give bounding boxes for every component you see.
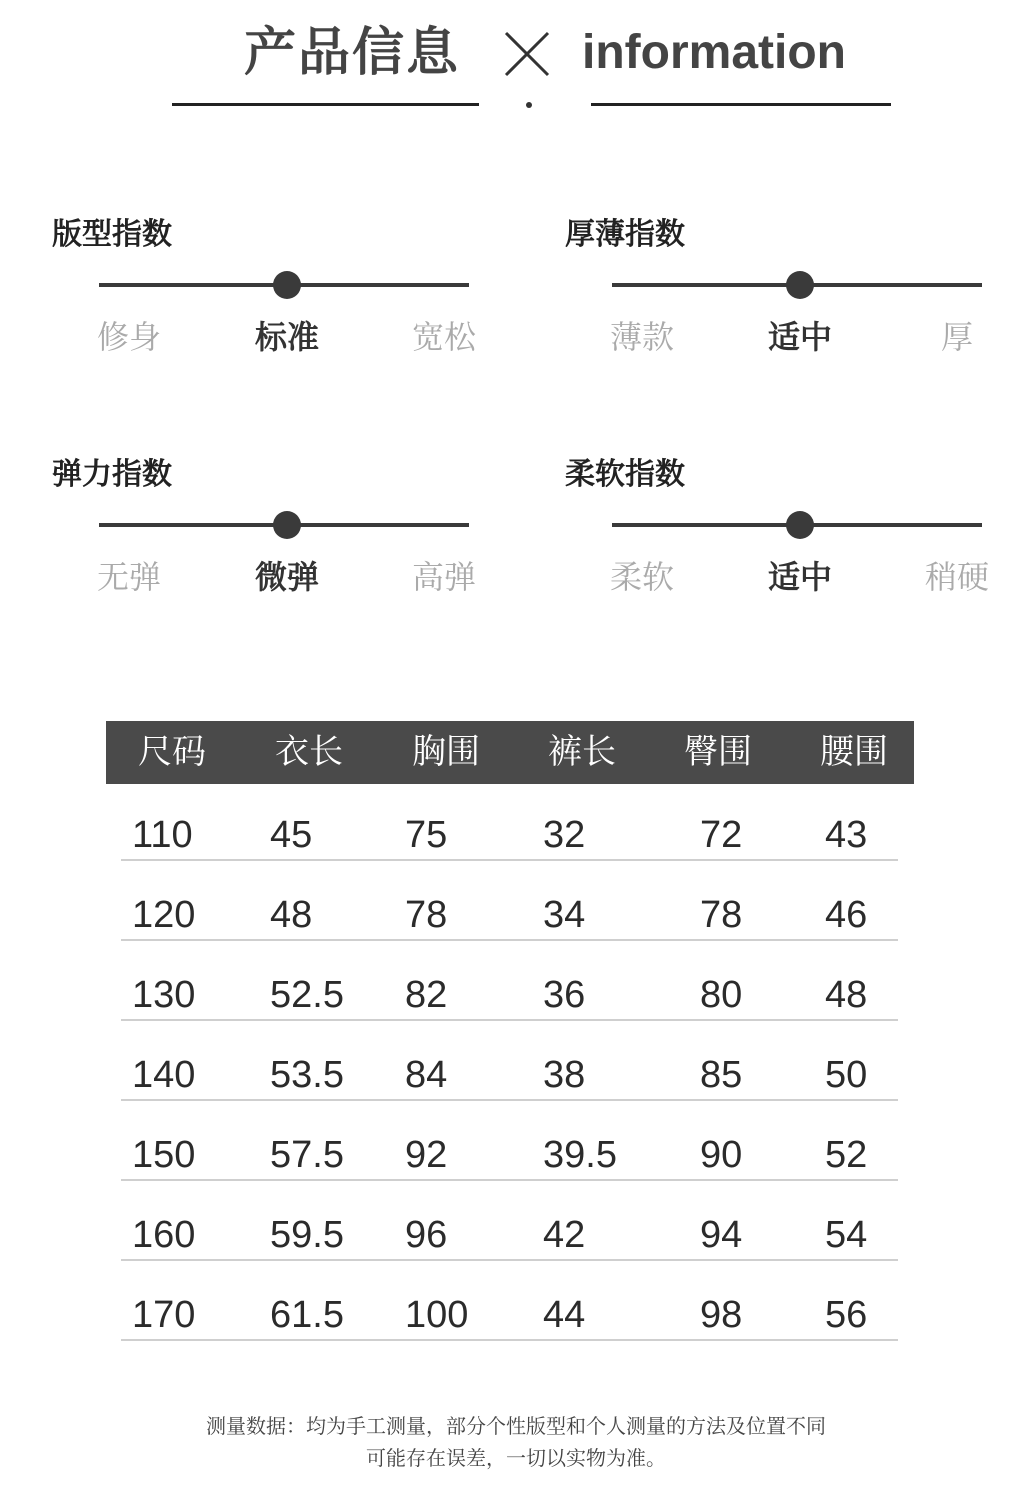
- cell-hip: 72: [700, 814, 743, 856]
- cell-chest: 96: [405, 1214, 448, 1256]
- cell-size: 120: [132, 894, 196, 936]
- cell-top-length: 52.5: [270, 974, 344, 1016]
- row-divider: [121, 1339, 898, 1341]
- cell-chest: 100: [405, 1294, 469, 1336]
- thickness-index-option: 薄款: [609, 318, 675, 356]
- cell-chest: 78: [405, 894, 448, 936]
- table-row: [0, 1195, 1032, 1275]
- header-title-cn: 产品信息: [244, 23, 461, 83]
- cell-size: 170: [132, 1294, 196, 1336]
- measurement-note-line2: 可能存在误差，一切以实物为准。: [366, 1446, 666, 1470]
- row-divider: [121, 859, 898, 861]
- thickness-index-title: 厚薄指数: [565, 217, 685, 252]
- cell-pants-length: 32: [543, 814, 586, 856]
- fit-index-option: 标准: [254, 318, 320, 356]
- cell-size: 130: [132, 974, 196, 1016]
- cell-chest: 82: [405, 974, 448, 1016]
- cell-waist: 56: [825, 1294, 868, 1336]
- fit-index-title: 版型指数: [52, 217, 172, 252]
- table-row: [0, 1275, 1032, 1355]
- cell-pants-length: 38: [543, 1054, 586, 1096]
- table-row: [0, 1115, 1032, 1195]
- row-divider: [121, 939, 898, 941]
- header-dot: [526, 102, 532, 108]
- column-header-pants-length: 裤长: [548, 732, 616, 772]
- cell-waist: 46: [825, 894, 868, 936]
- elasticity-index-option: 微弹: [254, 558, 320, 596]
- row-divider: [121, 1179, 898, 1181]
- fit-index-option: 宽松: [411, 318, 477, 356]
- thickness-index-knob: [786, 271, 814, 299]
- cell-top-length: 57.5: [270, 1134, 344, 1176]
- thickness-index: [565, 215, 1005, 375]
- table-row: [0, 795, 1032, 875]
- cell-size: 150: [132, 1134, 196, 1176]
- softness-index-title: 柔软指数: [565, 457, 685, 492]
- cell-size: 110: [132, 814, 193, 856]
- thickness-index-option: 厚: [940, 318, 974, 356]
- cell-top-length: 48: [270, 894, 313, 936]
- row-divider: [121, 1099, 898, 1101]
- elasticity-index-option: 无弹: [96, 558, 162, 596]
- cell-hip: 98: [700, 1294, 743, 1336]
- size-table-header: [106, 721, 914, 784]
- cell-waist: 54: [825, 1214, 868, 1256]
- softness-index-track: [612, 523, 982, 527]
- elasticity-index: [52, 455, 492, 615]
- cell-chest: 75: [405, 814, 448, 856]
- cell-hip: 78: [700, 894, 743, 936]
- cell-waist: 43: [825, 814, 868, 856]
- cell-pants-length: 44: [543, 1294, 586, 1336]
- cell-pants-length: 39.5: [543, 1134, 617, 1176]
- cell-top-length: 45: [270, 814, 313, 856]
- cell-hip: 94: [700, 1214, 743, 1256]
- measurement-note-line1: 测量数据：均为手工测量，部分个性版型和个人测量的方法及位置不同: [206, 1414, 826, 1438]
- header-title-en: information: [582, 26, 846, 79]
- fit-index: [52, 215, 492, 375]
- cell-chest: 92: [405, 1134, 448, 1176]
- cell-hip: 85: [700, 1054, 743, 1096]
- thickness-index-track: [612, 283, 982, 287]
- cell-pants-length: 34: [543, 894, 586, 936]
- elasticity-index-title: 弹力指数: [52, 457, 172, 492]
- cell-hip: 80: [700, 974, 743, 1016]
- column-header-waist: 腰围: [820, 732, 888, 772]
- column-header-size: 尺码: [138, 732, 206, 772]
- cell-pants-length: 36: [543, 974, 586, 1016]
- elasticity-index-knob: [273, 511, 301, 539]
- cell-size: 160: [132, 1214, 196, 1256]
- fit-index-option: 修身: [96, 318, 162, 356]
- elasticity-index-track: [99, 523, 469, 527]
- softness-index-option: 柔软: [609, 558, 675, 596]
- cross-icon: [503, 30, 551, 78]
- cell-top-length: 61.5: [270, 1294, 344, 1336]
- cell-waist: 50: [825, 1054, 868, 1096]
- thickness-index-option: 适中: [767, 318, 833, 356]
- column-header-top-length: 衣长: [275, 732, 343, 772]
- softness-index: [565, 455, 1005, 615]
- cell-top-length: 53.5: [270, 1054, 344, 1096]
- row-divider: [121, 1259, 898, 1261]
- cell-size: 140: [132, 1054, 196, 1096]
- fit-index-track: [99, 283, 469, 287]
- header-underline-right: [591, 103, 891, 106]
- cell-top-length: 59.5: [270, 1214, 344, 1256]
- cell-hip: 90: [700, 1134, 743, 1176]
- column-header-chest: 胸围: [412, 732, 480, 772]
- elasticity-index-option: 高弹: [411, 558, 477, 596]
- softness-index-option: 稍硬: [924, 558, 990, 596]
- table-row: [0, 875, 1032, 955]
- softness-index-knob: [786, 511, 814, 539]
- fit-index-knob: [273, 271, 301, 299]
- cell-chest: 84: [405, 1054, 448, 1096]
- softness-index-option: 适中: [767, 558, 833, 596]
- table-row: [0, 1035, 1032, 1115]
- table-row: [0, 955, 1032, 1035]
- cell-pants-length: 42: [543, 1214, 586, 1256]
- column-header-hip: 臀围: [684, 732, 752, 772]
- row-divider: [121, 1019, 898, 1021]
- cell-waist: 52: [825, 1134, 868, 1176]
- cell-waist: 48: [825, 974, 868, 1016]
- header-underline-left: [172, 103, 479, 106]
